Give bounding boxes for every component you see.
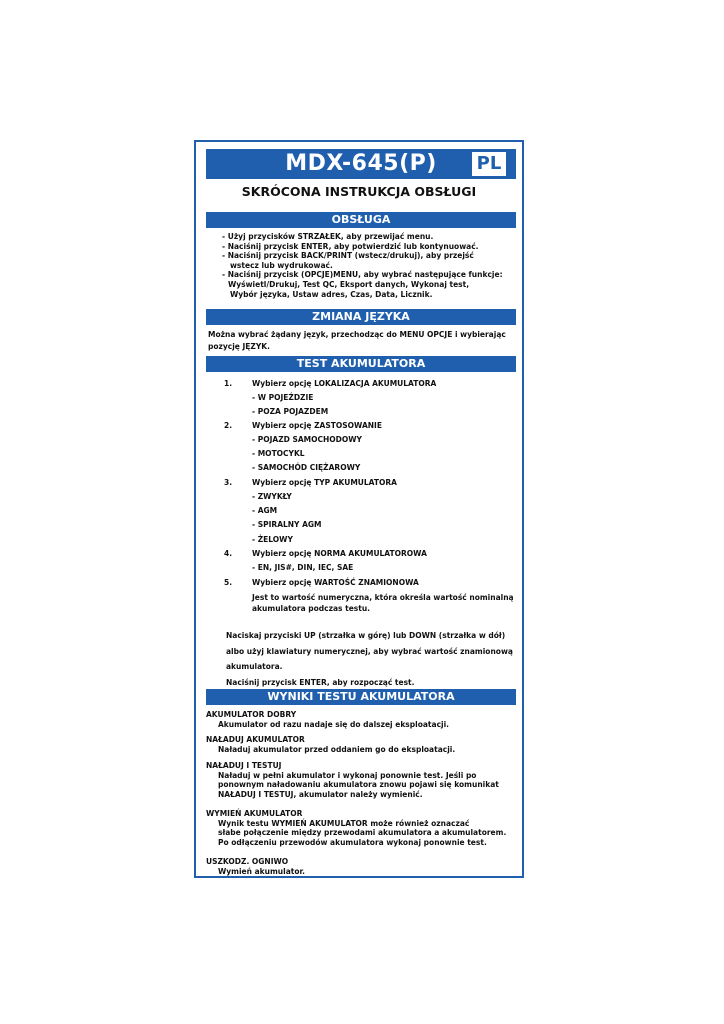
- step-option: - ŻELOWY: [252, 535, 293, 544]
- text-line: Można wybrać żądany język, przechodząc do MENU OPCJE i wybierając: [208, 330, 506, 339]
- result-text: Po odłączeniu przewodów akumulatora wykonaj ponownie test.: [218, 837, 487, 847]
- result-text: Naładuj w pełni akumulator i wykonaj ponownie test. Jeśli po: [218, 770, 477, 780]
- step-number: 2.: [224, 421, 233, 430]
- step-option: - SPIRALNY AGM: [252, 520, 322, 529]
- document-subtitle: SKRÓCONA INSTRUKCJA OBSŁUGI: [241, 184, 477, 199]
- step-option: - W POJEŹDZIE: [252, 393, 314, 402]
- result-text: Naładuj akumulator przed oddaniem go do eksploatacji.: [218, 744, 456, 754]
- step-number: 4.: [224, 549, 233, 558]
- text-line: akumulatora.: [226, 662, 283, 671]
- zmiana-text: [208, 329, 506, 353]
- step-option: - SAMOCHÓD CIĘŻAROWY: [252, 463, 361, 472]
- result-title: USZKODZ. OGNIWO: [206, 857, 289, 866]
- step-number: 3.: [224, 478, 233, 487]
- title-bar: [206, 149, 516, 179]
- section-heading-test: TEST AKUMULATORA: [206, 356, 516, 372]
- step-option: - EN, JIS#, DIN, IEC, SAE: [252, 563, 354, 572]
- text-line: Naciśnij przycisk ENTER, aby rozpocząć test.: [226, 677, 415, 687]
- text-line: wstecz lub wydrukować.: [230, 260, 333, 270]
- result-text: Wynik testu WYMIEŃ AKUMULATOR może również oznaczać: [218, 818, 470, 828]
- result-title: WYMIEŃ AKUMULATOR: [206, 809, 303, 818]
- result-item: [206, 809, 506, 847]
- result-text: Wymień akumulator.: [218, 866, 305, 876]
- result-text: NAŁADUJ I TESTUJ, akumulator należy wymienić.: [218, 789, 423, 799]
- section-heading-obsluga: OBSŁUGA: [206, 212, 516, 228]
- model-title: MDX-645(P): [285, 151, 437, 176]
- test-instructions: [226, 628, 513, 690]
- section-heading-wyniki: WYNIKI TESTU AKUMULATORA: [206, 689, 516, 705]
- step-text: Wybierz opcję WARTOŚĆ ZNAMIONOWA: [252, 578, 419, 587]
- step-text: Wybierz opcję NORMA AKUMULATOROWA: [252, 549, 427, 558]
- result-title: NAŁADUJ I TESTUJ: [206, 761, 282, 770]
- result-item: [206, 735, 455, 754]
- step-option: - ZWYKŁY: [252, 492, 292, 501]
- text-line: akumulatora podczas testu.: [252, 604, 371, 613]
- result-item: [206, 710, 449, 729]
- text-line: Naciskaj przyciski UP (strzałka w górę) lub DOWN (strzałka w dół): [226, 631, 506, 640]
- result-text: ponownym naładowaniu akumulatora znowu pojawi się komunikat: [218, 780, 499, 790]
- step-text: Wybierz opcję TYP AKUMULATORA: [252, 478, 397, 487]
- result-title: AKUMULATOR DOBRY: [206, 710, 297, 719]
- text-line: pozycję JĘZYK.: [208, 342, 270, 351]
- quick-guide-card: [194, 140, 524, 878]
- text-line: Jest to wartość numeryczna, która określa wartość nominalną: [252, 593, 514, 602]
- step-number: 1.: [224, 379, 233, 388]
- step-option: - AGM: [252, 506, 278, 515]
- step-option: - MOTOCYKL: [252, 449, 305, 458]
- result-item: [206, 857, 305, 876]
- result-text: Akumulator od razu nadaje się do dalszej eksploatacji.: [218, 719, 450, 729]
- text-line: - Naciśnij przycisk ENTER, aby potwierdzić lub kontynuować.: [222, 241, 479, 251]
- text-line: Wyświetl/Drukuj, Test QC, Eksport danych, Wykonaj test,: [228, 279, 470, 289]
- section-heading-zmiana: ZMIANA JĘZYKA: [206, 309, 516, 325]
- rating-note: [252, 592, 514, 614]
- text-line: - Użyj przycisków STRZAŁEK, aby przewijać menu.: [222, 232, 434, 241]
- step-option: - POZA POJAZDEM: [252, 407, 329, 416]
- obsluga-text: [222, 232, 503, 299]
- text-line: - Naciśnij przycisk BACK/PRINT (wstecz/drukuj), aby przejść: [222, 251, 474, 261]
- step-text: Wybierz opcję ZASTOSOWANIE: [252, 421, 382, 430]
- step-option: - POJAZD SAMOCHODOWY: [252, 435, 362, 444]
- result-item: [206, 761, 499, 799]
- result-title: NAŁADUJ AKUMULATOR: [206, 735, 305, 744]
- text-line: Wybór języka, Ustaw adres, Czas, Data, Licznik.: [230, 289, 433, 299]
- result-text: słabe połączenie między przewodami akumulatora a akumulatorem.: [218, 828, 507, 838]
- text-line: albo użyj klawiatury numerycznej, aby wybrać wartość znamionową: [226, 646, 513, 656]
- step-text: Wybierz opcję LOKALIZACJA AKUMULATORA: [252, 379, 437, 388]
- text-line: - Naciśnij przycisk (OPCJE)MENU, aby wybrać następujące funkcje:: [222, 270, 503, 280]
- language-badge: PL: [472, 152, 506, 176]
- step-number: 5.: [224, 578, 233, 587]
